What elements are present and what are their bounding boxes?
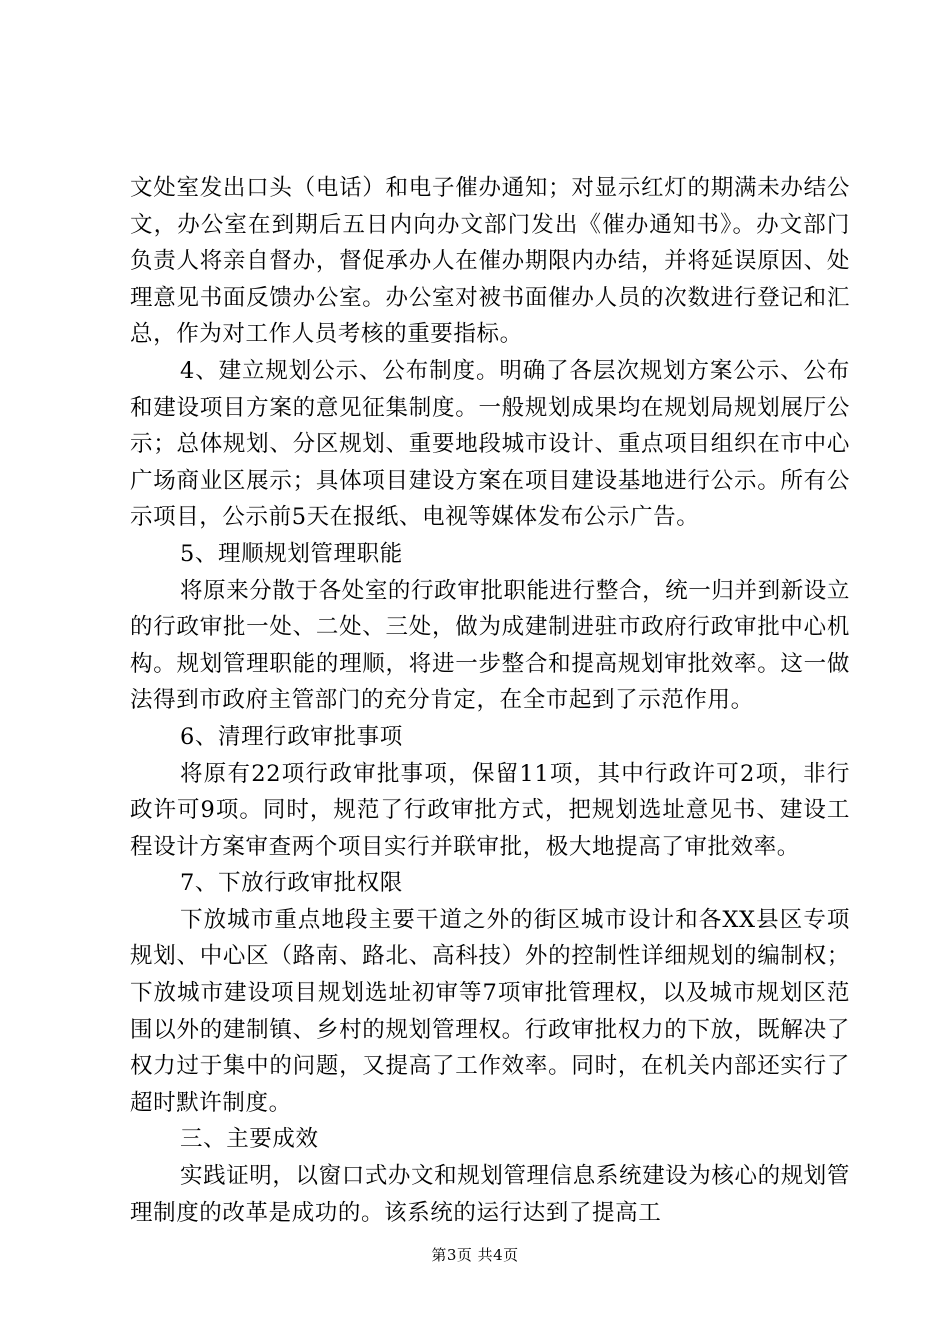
section-heading-7: 7、下放行政审批权限 bbox=[180, 870, 403, 897]
paragraph-urge-process: 文处室发出口头（电话）和电子催办通知；对显示红灯的期满未办结公文，办公室在到期后五日内向办文部门发出《催办通知书》。办文部门负责人将亲自督办，督促承办人在催办期限内办结，并将延误原因、处理意见书面反馈办公室。办公室对被书面催办人员的次数进行登记和汇总，作为对工作人员考核的重要指标。 bbox=[130, 175, 850, 348]
document-body bbox=[130, 170, 850, 1231]
section-heading-5: 5、理顺规划管理职能 bbox=[180, 540, 403, 567]
paragraph-delegation: 下放城市重点地段主要干道之外的街区城市设计和各XX县区专项规划、中心区（路南、路北、高科技）外的控制性详细规划的编制权；下放城市建设项目规划选址初审等7项审批管理权，以及城市规划区范围以外的建制镇、乡村的规划管理权。行政审批权力的下放，既解决了权力过于集中的问题，又提高了工作效率。同时，在机关内部还实行了超时默许制度。 bbox=[130, 906, 850, 1116]
paragraph-management-functions: 将原来分散于各处室的行政审批职能进行整合，统一归并到新设立的行政审批一处、二处、三处，做为成建制进驻市政府行政审批中心机构。规划管理职能的理顺，将进一步整合和提高规划审批效率。这一做法得到市政府主管部门的充分肯定，在全市起到了示范作用。 bbox=[130, 577, 850, 714]
page-number-footer: 第3页 共4页 bbox=[431, 1246, 519, 1264]
section-heading-results: 三、主要成效 bbox=[180, 1126, 319, 1153]
paragraph-publicity-system: 4、建立规划公示、公布制度。明确了各层次规划方案公示、公布和建设项目方案的意见征集制度。一般规划成果均在规划局规划展厅公示；总体规划、分区规划、重要地段城市设计、重点项目组织在市中心广场商业区展示；具体项目建设方案在项目建设基地进行公示。所有公示项目，公示前5天在报纸、电视等媒体发布公示广告。 bbox=[130, 357, 850, 531]
paragraph-approval-items: 将原有22项行政审批事项，保留11项，其中行政许可2项，非行政许可9项。同时，规范了行政审批方式，把规划选址意见书、建设工程设计方案审查两个项目实行并联审批，极大地提高了审批效率。 bbox=[130, 760, 850, 860]
paragraph-results: 实践证明，以窗口式办文和规划管理信息系统建设为核心的规划管理制度的改革是成功的。该系统的运行达到了提高工 bbox=[130, 1163, 850, 1226]
section-heading-6: 6、清理行政审批事项 bbox=[180, 723, 403, 750]
